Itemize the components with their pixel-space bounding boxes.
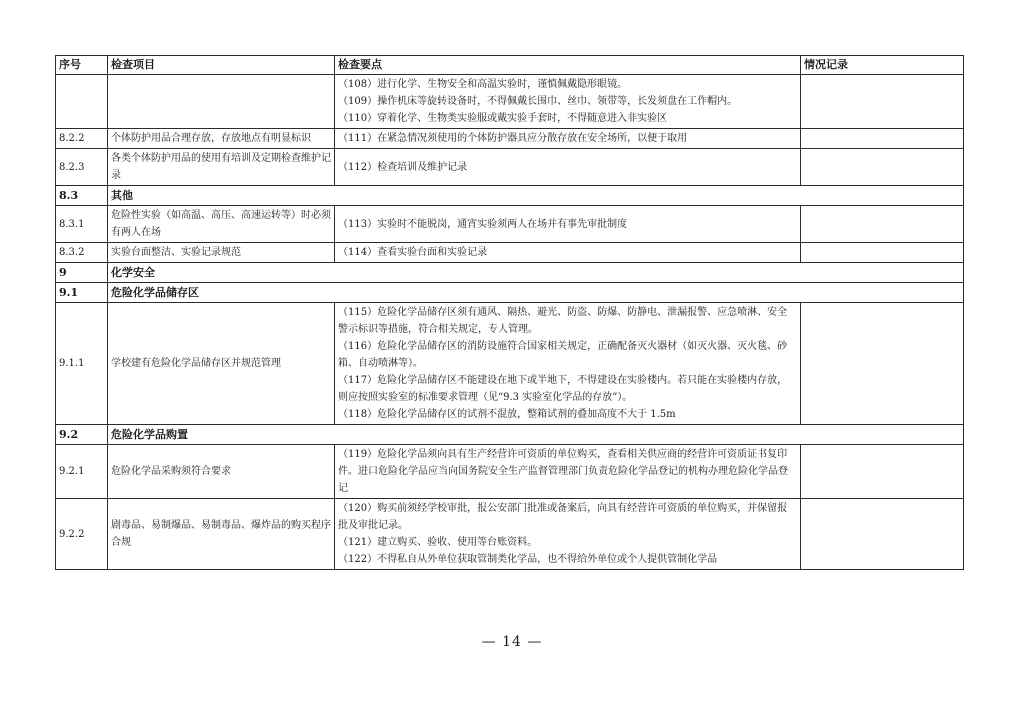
section-number: 8.3: [56, 186, 108, 206]
check-point: （112）检查培训及维护记录: [338, 161, 468, 173]
header-points: 检查要点: [335, 56, 801, 75]
record-cell[interactable]: [801, 206, 964, 243]
section-number: 9: [56, 263, 108, 283]
section-title: 危险化学品购置: [108, 425, 964, 445]
header-item: 检查项目: [108, 56, 335, 75]
item-number: 9.2.1: [56, 445, 108, 499]
section-row: [56, 425, 964, 445]
item-number: 8.3.2: [56, 243, 108, 263]
record-cell[interactable]: [801, 75, 964, 129]
item-number: 8.2.2: [56, 129, 108, 149]
inspection-table: [55, 55, 964, 570]
table-row: [56, 149, 964, 186]
check-points: [335, 303, 801, 425]
check-point: （117）危险化学品储存区不能建设在地下或半地下，不得建设在实验楼内。若只能在实验楼内存放，则应按照实验室的标准要求管理（见“9.3 实验室化学品的存放”）。: [338, 375, 788, 403]
check-item: 危险化学品采购须符合要求: [108, 445, 335, 499]
item-number: 9.1.1: [56, 303, 108, 425]
table-row: [56, 206, 964, 243]
check-points: [335, 243, 801, 263]
item-number: 9.2.2: [56, 499, 108, 570]
check-point: （115）危险化学品储存区须有通风、隔热、避光、防盗、防爆、防静电、泄漏报警、应急喷淋、安全警示标识等措施，符合相关规定，专人管理。: [338, 307, 788, 335]
header-no: 序号: [56, 56, 108, 75]
section-title: 其他: [108, 186, 964, 206]
header-record: 情况记录: [801, 56, 964, 75]
record-cell[interactable]: [801, 445, 964, 499]
item-number: 8.3.1: [56, 206, 108, 243]
check-points: [335, 129, 801, 149]
check-point: （108）进行化学、生物安全和高温实验时，谨慎佩戴隐形眼镜。: [338, 79, 628, 90]
table-row: [56, 303, 964, 425]
section-number: 9.1: [56, 283, 108, 303]
table-header-row: [56, 56, 964, 75]
check-point: （118）危险化学品储存区的试剂不混放，整箱试剂的叠加高度不大于 1.5m: [338, 409, 676, 420]
section-row: [56, 263, 964, 283]
section-title: 危险化学品储存区: [108, 283, 964, 303]
section-title: 化学安全: [108, 263, 964, 283]
check-point: （116）危险化学品储存区的消防设施符合国家相关规定，正确配备灭火器材（如灭火器、灭火毯、砂箱、自动喷淋等）。: [338, 341, 788, 369]
check-point: （121）建立购买、验收、使用等台账资料。: [338, 537, 538, 548]
check-points: [335, 75, 801, 129]
check-item: 个体防护用品合理存放，存放地点有明显标识: [108, 129, 335, 149]
check-item: 危险性实验（如高温、高压、高速运转等）时必须有两人在场: [108, 206, 335, 243]
page-number: — 14 —: [481, 634, 543, 650]
table-row: [56, 75, 964, 129]
check-point: （113）实验时不能脱岗，通宵实验须两人在场并有事先审批制度: [338, 218, 628, 230]
check-points: [335, 499, 801, 570]
check-point: （114）查看实验台面和实验记录: [338, 247, 488, 258]
record-cell[interactable]: [801, 149, 964, 186]
table-row: [56, 129, 964, 149]
record-cell[interactable]: [801, 303, 964, 425]
table-body: [56, 75, 964, 570]
record-cell[interactable]: [801, 499, 964, 570]
check-point: （110）穿着化学、生物类实验服或戴实验手套时，不得随意进入非实验区: [338, 113, 668, 124]
table-row: [56, 499, 964, 570]
section-number: 9.2: [56, 425, 108, 445]
check-item: [108, 75, 335, 129]
item-number: 8.2.3: [56, 149, 108, 186]
check-point: （120）购买前须经学校审批，报公安部门批准或备案后，向具有经营许可资质的单位购买，并保留报批及审批记录。: [338, 503, 788, 531]
table-row: [56, 243, 964, 263]
check-point: （119）危险化学品须向具有生产经营许可资质的单位购买，查看相关供应商的经营许可资质证书复印件。进口危险化学品应当向国务院安全生产监督管理部门负责危险化学品登记的机构办理危险化学品登记: [338, 449, 788, 494]
check-point: （122）不得私自从外单位获取管制类化学品，也不得给外单位或个人提供管制化学品: [338, 554, 718, 565]
record-cell[interactable]: [801, 129, 964, 149]
item-number: [56, 75, 108, 129]
table-row: [56, 445, 964, 499]
check-item: 各类个体防护用品的使用有培训及定期检查维护记录: [108, 149, 335, 186]
check-item: 学校建有危险化学品储存区并规范管理: [108, 303, 335, 425]
check-point: （111）在紧急情况须使用的个体防护器具应分散存放在安全场所，以便于取用: [338, 133, 688, 144]
check-points: [335, 206, 801, 243]
check-point: （109）操作机床等旋转设备时，不得佩戴长围巾、丝巾、领带等，长发须盘在工作帽内。: [338, 96, 738, 107]
check-points: [335, 149, 801, 186]
record-cell[interactable]: [801, 243, 964, 263]
section-row: [56, 186, 964, 206]
check-item: 剧毒品、易制爆品、易制毒品、爆炸品的购买程序合规: [108, 499, 335, 570]
section-row: [56, 283, 964, 303]
check-points: [335, 445, 801, 499]
check-item: 实验台面整洁、实验记录规范: [108, 243, 335, 263]
